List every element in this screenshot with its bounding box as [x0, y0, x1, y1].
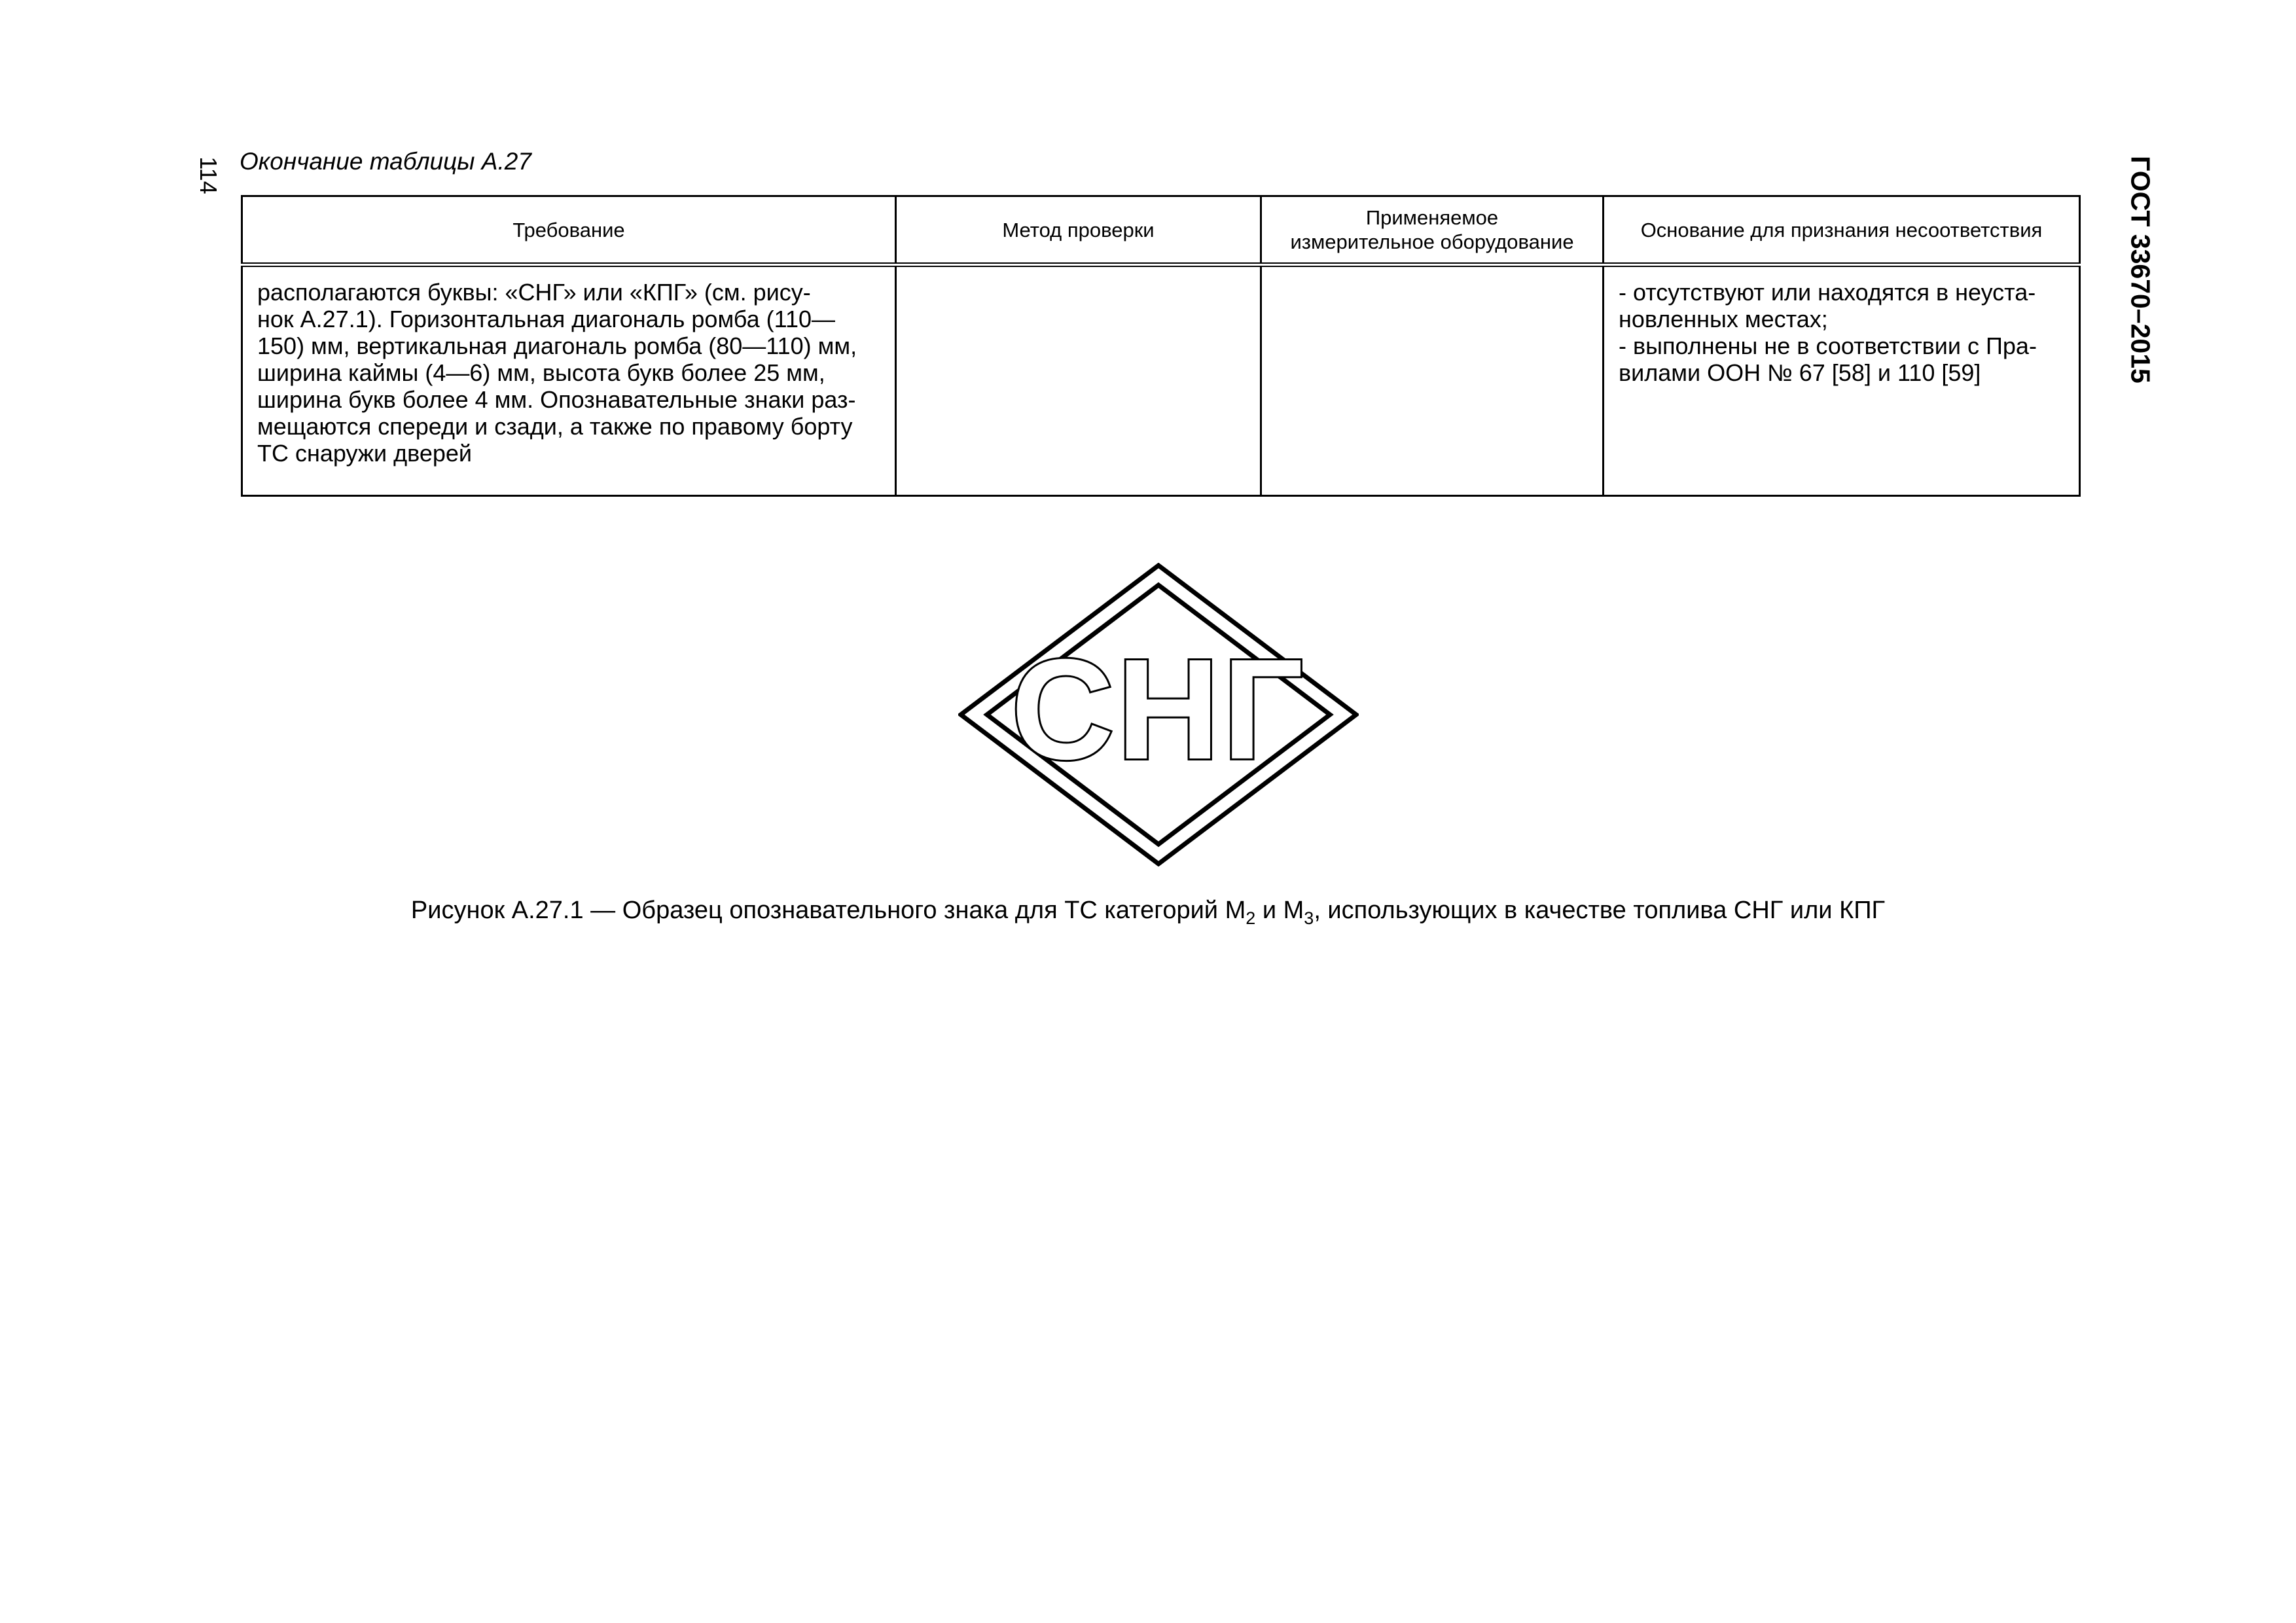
header-measuring-equipment: Применяемое измерительное оборудование — [1261, 196, 1604, 265]
header-verification-method: Метод проверки — [896, 196, 1261, 265]
table-title: Окончание таблицы А.27 — [240, 148, 531, 175]
table-header-row — [242, 196, 2080, 265]
cell-measuring-equipment — [1261, 265, 1604, 496]
cell-verification-method — [896, 265, 1261, 496]
figure-caption: Рисунок А.27.1 — Образец опознавательного знака для ТС категорий $М_2$ и $М_3$, использующих в качестве топлива СНГ или КПГ — [410, 897, 1886, 928]
page-number: 114 — [195, 156, 222, 194]
header-requirement: Требование — [242, 196, 896, 265]
cell-requirement: располагаются буквы: «СНГ» или «КПГ» (см. рису- нок А.27.1). Горизонтальная диагональ ромба (110— 150) мм, вертикальная диагональ ромба (80—110) мм, ширина каймы (4—6) мм, высота букв более 25 мм, ширина букв более 4 мм. Опознавательные знаки раз- мещаются спереди и сзади, а также по правому борту ТС снаружи дверей — [242, 265, 896, 496]
cng-identification-sign — [958, 563, 1359, 866]
header-nonconformity-basis: Основание для признания несоответствия — [1604, 196, 2080, 265]
table-row — [242, 265, 2080, 496]
cell-nonconformity-basis: - отсутствуют или находятся в неуста- новленных местах; - выполнены не в соответствии с Пра- вилами ООН № 67 [58] и 110 [59] — [1604, 265, 2080, 496]
requirements-table — [241, 195, 2081, 497]
standard-designation: ГОСТ 33670–2015 — [2125, 156, 2156, 383]
sign-letters: СНГ — [1011, 630, 1306, 789]
